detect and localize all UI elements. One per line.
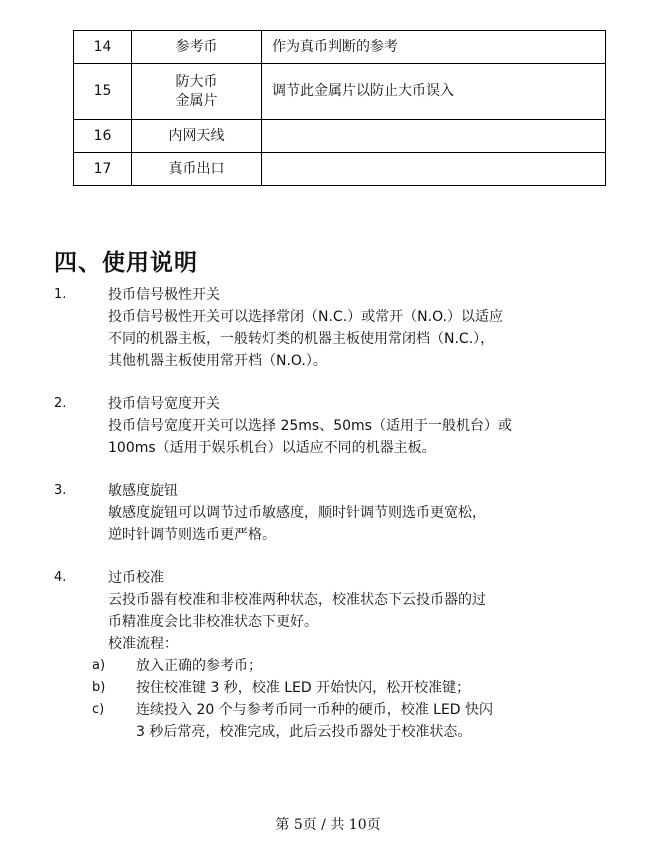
item-body [108,393,629,459]
part-name: 参考币 [132,31,262,64]
section-title: 四、使用说明 [54,250,198,276]
item-text-line: 投币信号宽度开关可以选择 25ms、50ms（适用于一般机台）或 [108,418,512,434]
parts-table [73,30,606,186]
item-text-line: 币精准度会比非校准状态下更好。 [108,614,318,630]
table-row [74,31,606,64]
part-number: 16 [74,120,132,153]
step-item [92,655,629,677]
list-item [54,567,629,743]
step-text-line: 按住校准键 3 秒，校准 LED 开始快闪，松开校准键； [136,680,471,696]
table-row [74,153,606,186]
list-item [54,284,629,372]
part-description: 调节此金属片以防止大币误入 [262,64,606,120]
part-name [132,64,262,120]
item-body [108,480,629,546]
part-number: 14 [74,31,132,64]
item-number: 2. [54,396,67,411]
step-label: b) [92,680,106,695]
item-number: 1. [54,287,67,302]
usage-list [54,284,629,764]
item-text-line: 逆时针调节则选币更严格。 [108,527,276,543]
part-name: 内网天线 [132,120,262,153]
item-text-line: 投币信号极性开关可以选择常闭（N.C.）或常开（N.O.）以适应 [108,309,503,325]
list-item [54,480,629,546]
item-number: 4. [54,570,67,585]
part-description [262,120,606,153]
item-text-line: 敏感度旋钮可以调节过币敏感度，顺时针调节则选币更宽松， [108,505,486,521]
item-heading: 投币信号极性开关 [108,287,220,303]
item-heading: 投币信号宽度开关 [108,396,220,412]
calibration-steps [92,655,629,743]
part-description: 作为真币判断的参考 [262,31,606,64]
step-text-line: 放入正确的参考币； [136,658,262,674]
part-description [262,153,606,186]
item-text-line: 100ms（适用于娱乐机台）以适应不同的机器主板。 [108,440,436,456]
page-footer: 第 5页 / 共 10页 [275,817,381,833]
step-text-line: 3 秒后常亮，校准完成，此后云投币器处于校准状态。 [136,724,472,740]
step-item [92,699,629,743]
part-number: 15 [74,64,132,120]
item-heading: 敏感度旋钮 [108,483,178,499]
step-item [92,677,629,699]
step-text-line: 连续投入 20 个与参考币同一币种的硬币，校准 LED 快闪 [136,702,494,718]
item-text-line: 云投币器有校准和非校准两种状态，校准状态下云投币器的过 [108,592,486,608]
item-body [92,567,629,743]
item-body [108,284,629,372]
step-label: a) [92,658,106,673]
step-label: c) [92,702,105,717]
table-row [74,120,606,153]
item-text-line: 不同的机器主板，一般转灯类的机器主板使用常闭档（N.C.）， [108,331,495,347]
item-text-line: 校准流程： [108,636,178,652]
item-heading: 过币校准 [108,570,164,586]
part-name: 真币出口 [132,153,262,186]
part-name-line: 防大币 [175,73,218,90]
item-text-line: 其他机器主板使用常开档（N.O.）。 [108,353,327,369]
part-name-line: 金属片 [175,92,218,109]
item-number: 3. [54,483,67,498]
part-number: 17 [74,153,132,186]
table-row [74,64,606,120]
list-item [54,393,629,459]
